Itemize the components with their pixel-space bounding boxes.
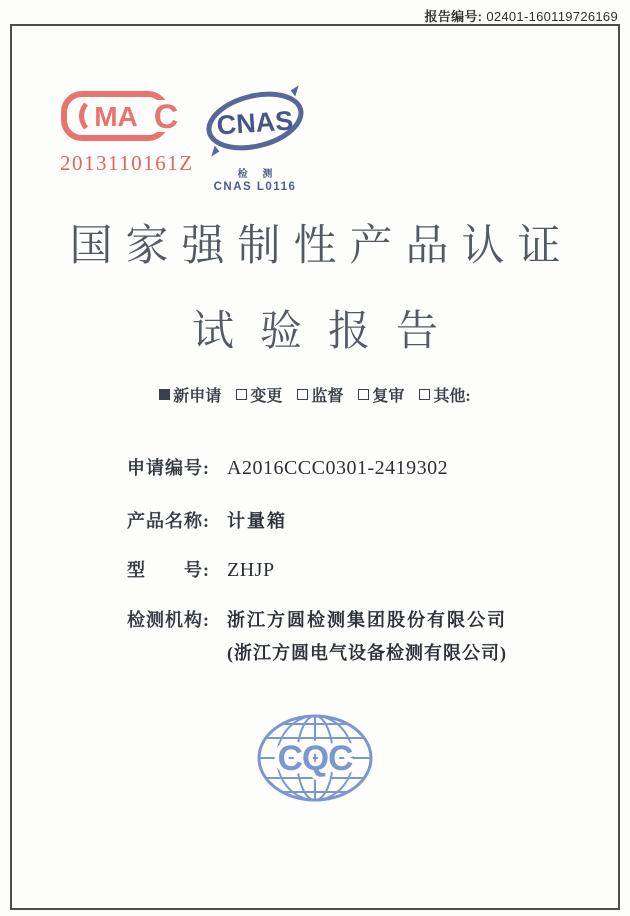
svg-text:CNAS: CNAS [215,105,295,141]
checkbox-label: 变更 [250,388,283,405]
cma-mark-icon [60,90,190,142]
report-number-value: 02401-160119726169 [486,9,618,24]
test-organization-label: 检测机构: [127,610,210,630]
svg-text:C: C [153,98,179,136]
cnas-logo [200,84,310,193]
checkbox-label: 其他: [433,388,471,405]
field-application-number [127,454,598,480]
model-value: ZHJP [227,559,275,581]
field-test-organization [127,606,598,665]
checkbox-new-application[interactable] [159,383,221,406]
application-number-value: A2016CCC0301-2419302 [227,457,449,479]
checkbox-label: 监督 [311,388,344,405]
checkbox-label: 新申请 [173,388,222,405]
page-border-frame [10,24,620,910]
document-title: 国家强制性产品认证 [69,223,574,270]
checkbox-icon [358,389,369,400]
cnas-caption: 检 测 [237,169,279,180]
report-number [424,6,618,25]
cnas-lab-number: CNAS L0116 [213,181,297,193]
application-type-row [12,383,618,406]
checkbox-icon [159,389,170,400]
svg-text:MA: MA [94,101,138,132]
application-number-label: 申请编号: [127,458,210,478]
product-name-value: 计量箱 [227,511,287,531]
test-organization-value-line2: (浙江方圆电气设备检测有限公司) [227,643,507,663]
checkbox-label: 复审 [372,388,405,405]
cnas-mark-icon [203,84,307,158]
checkbox-review[interactable] [358,383,404,406]
field-product-name [127,507,598,533]
product-name-label: 产品名称: [127,511,210,531]
document-subtitle: 试验报告 [191,309,464,355]
cma-logo [60,90,194,176]
svg-text:CQC: CQC [277,739,353,778]
checkbox-icon [297,389,308,400]
checkbox-change[interactable] [236,383,282,406]
checkbox-icon [236,389,247,400]
cqc-globe-icon [255,712,375,804]
checkbox-other[interactable] [419,383,470,406]
report-number-label: 报告编号: [424,9,483,24]
checkbox-icon [419,389,430,400]
model-label: 型 号: [127,560,210,580]
field-model [127,556,598,582]
checkbox-supervision[interactable] [297,383,343,406]
cqc-logo [255,712,375,804]
test-organization-value: 浙江方圆检测集团股份有限公司 [227,610,507,630]
cma-certificate-code: 2013110161Z [60,151,194,175]
